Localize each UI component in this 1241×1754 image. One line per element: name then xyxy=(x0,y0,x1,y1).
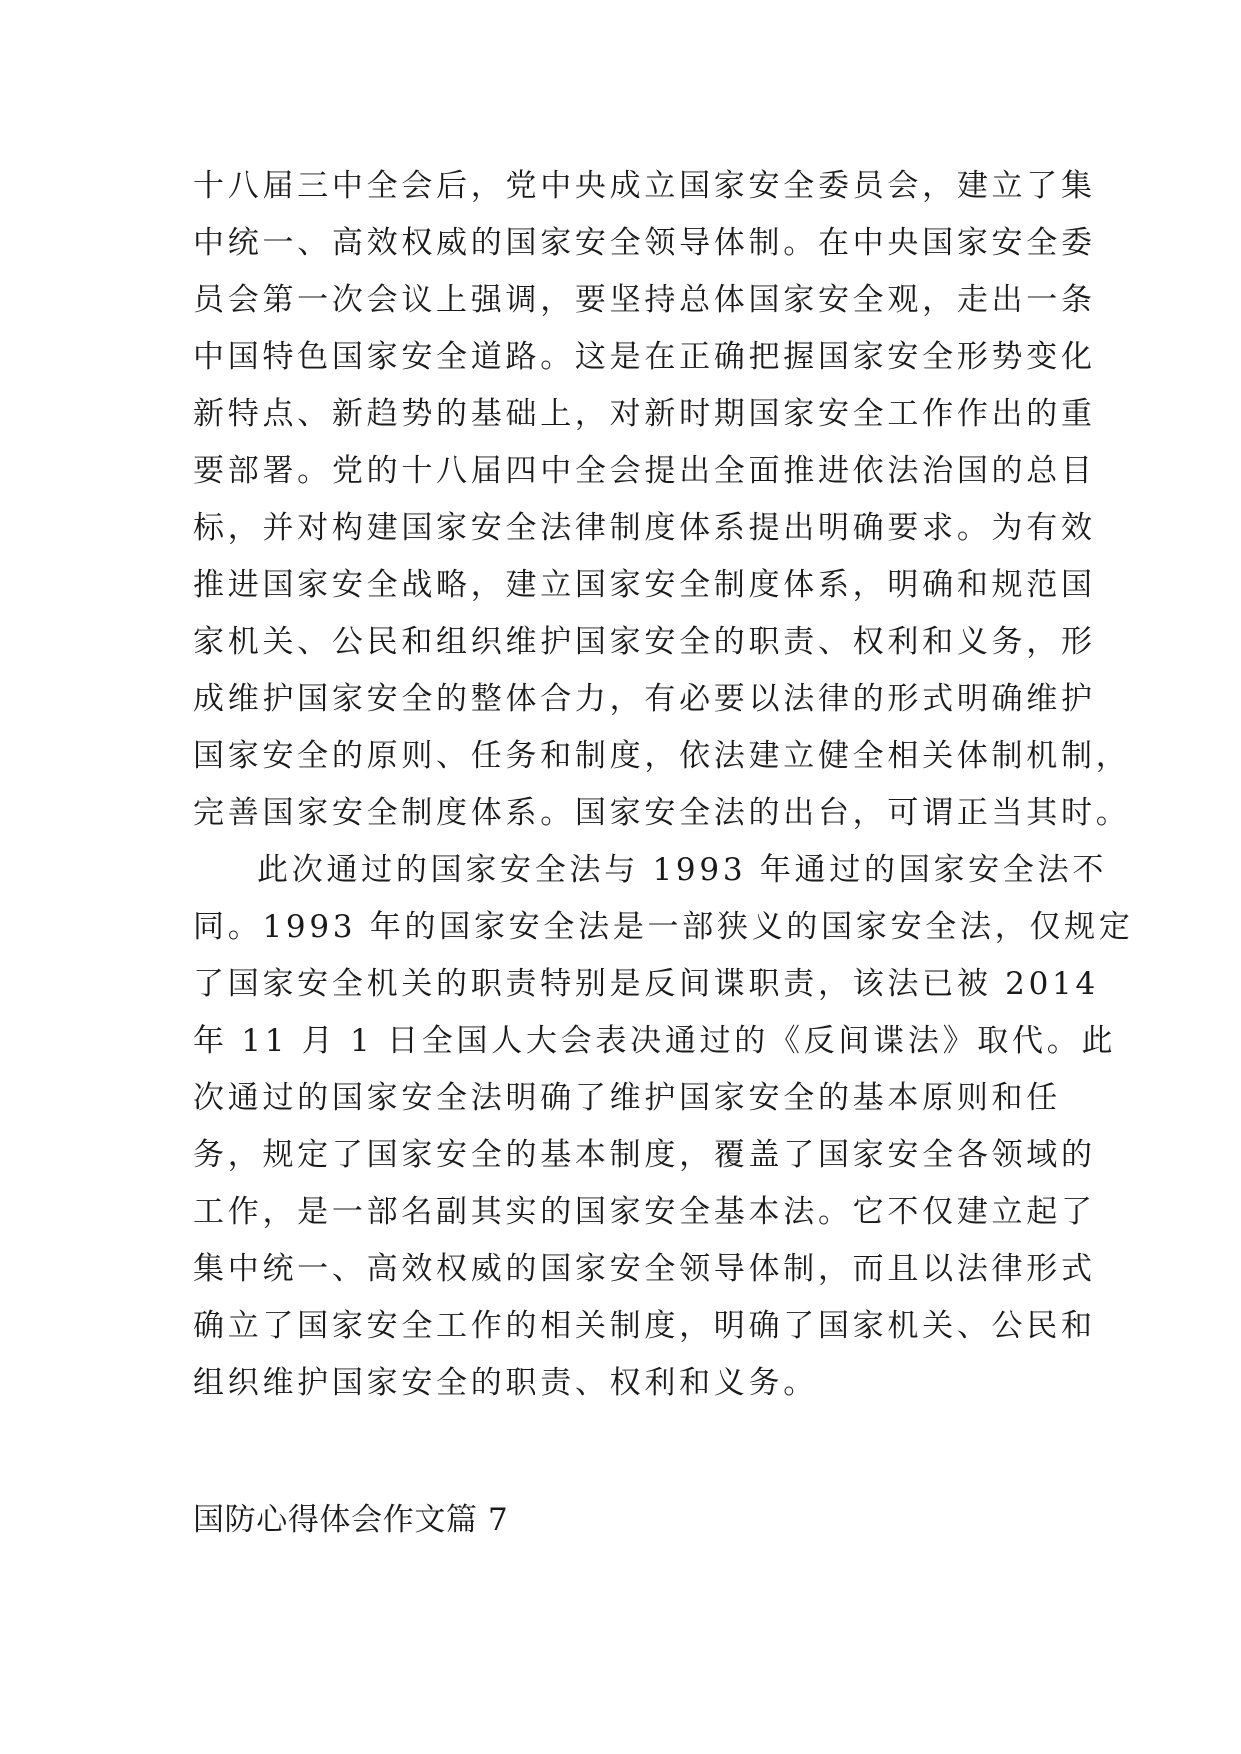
text-line: 标，并对构建国家安全法律制度体系提出明确要求。为有效 xyxy=(193,510,1096,546)
paragraph-1 xyxy=(193,158,1131,842)
text-line: 新特点、新趋势的基础上，对新时期国家安全工作作出的重 xyxy=(193,396,1096,432)
text-line: 务，规定了国家安全的基本制度，覆盖了国家安全各领域的 xyxy=(193,1137,1096,1173)
text-line: 完善国家安全制度体系。国家安全法的出台，可谓正当其时。 xyxy=(193,795,1131,831)
text-line: 确立了国家安全工作的相关制度，明确了国家机关、公民和 xyxy=(193,1308,1096,1344)
text-line: 要部署。党的十八届四中全会提出全面推进依法治国的总目 xyxy=(193,453,1096,489)
text-line: 国家安全的原则、任务和制度，依法建立健全相关体制机制， xyxy=(193,738,1131,774)
text-line: 此次通过的国家安全法与 1993 年通过的国家安全法不 xyxy=(257,852,1108,888)
text-line: 工作，是一部名副其实的国家安全基本法。它不仅建立起了 xyxy=(193,1194,1096,1230)
text-line: 家机关、公民和组织维护国家安全的职责、权利和义务，形 xyxy=(193,624,1096,660)
text-line: 组织维护国家安全的职责、权利和义务。 xyxy=(193,1365,818,1401)
text-line: 次通过的国家安全法明确了维护国家安全的基本原则和任 xyxy=(193,1080,1061,1116)
text-line: 集中统一、高效权威的国家安全领导体制，而且以法律形式 xyxy=(193,1251,1096,1287)
paragraph-2 xyxy=(193,842,1134,1412)
text-line: 成维护国家安全的整体合力，有必要以法律的形式明确维护 xyxy=(193,681,1096,717)
text-line: 中统一、高效权威的国家安全领导体制。在中央国家安全委 xyxy=(193,225,1096,261)
text-line: 了国家安全机关的职责特别是反间谍职责，该法已被 2014 xyxy=(193,966,1099,1002)
text-line: 年 11 月 1 日全国人大会表决通过的《反间谍法》取代。此 xyxy=(193,1023,1117,1059)
text-line: 同。1993 年的国家安全法是一部狭义的国家安全法，仅规定 xyxy=(193,909,1134,945)
text-line: 员会第一次会议上强调，要坚持总体国家安全观，走出一条 xyxy=(193,282,1096,318)
text-line: 推进国家安全战略，建立国家安全制度体系，明确和规范国 xyxy=(193,567,1096,603)
text-line: 中国特色国家安全道路。这是在正确把握国家安全形势变化 xyxy=(193,339,1096,375)
text-line: 十八届三中全会后，党中央成立国家安全委员会，建立了集 xyxy=(193,168,1096,204)
document-body xyxy=(193,158,1134,1412)
section-heading: 国防心得体会作文篇 7 xyxy=(193,1502,509,1538)
